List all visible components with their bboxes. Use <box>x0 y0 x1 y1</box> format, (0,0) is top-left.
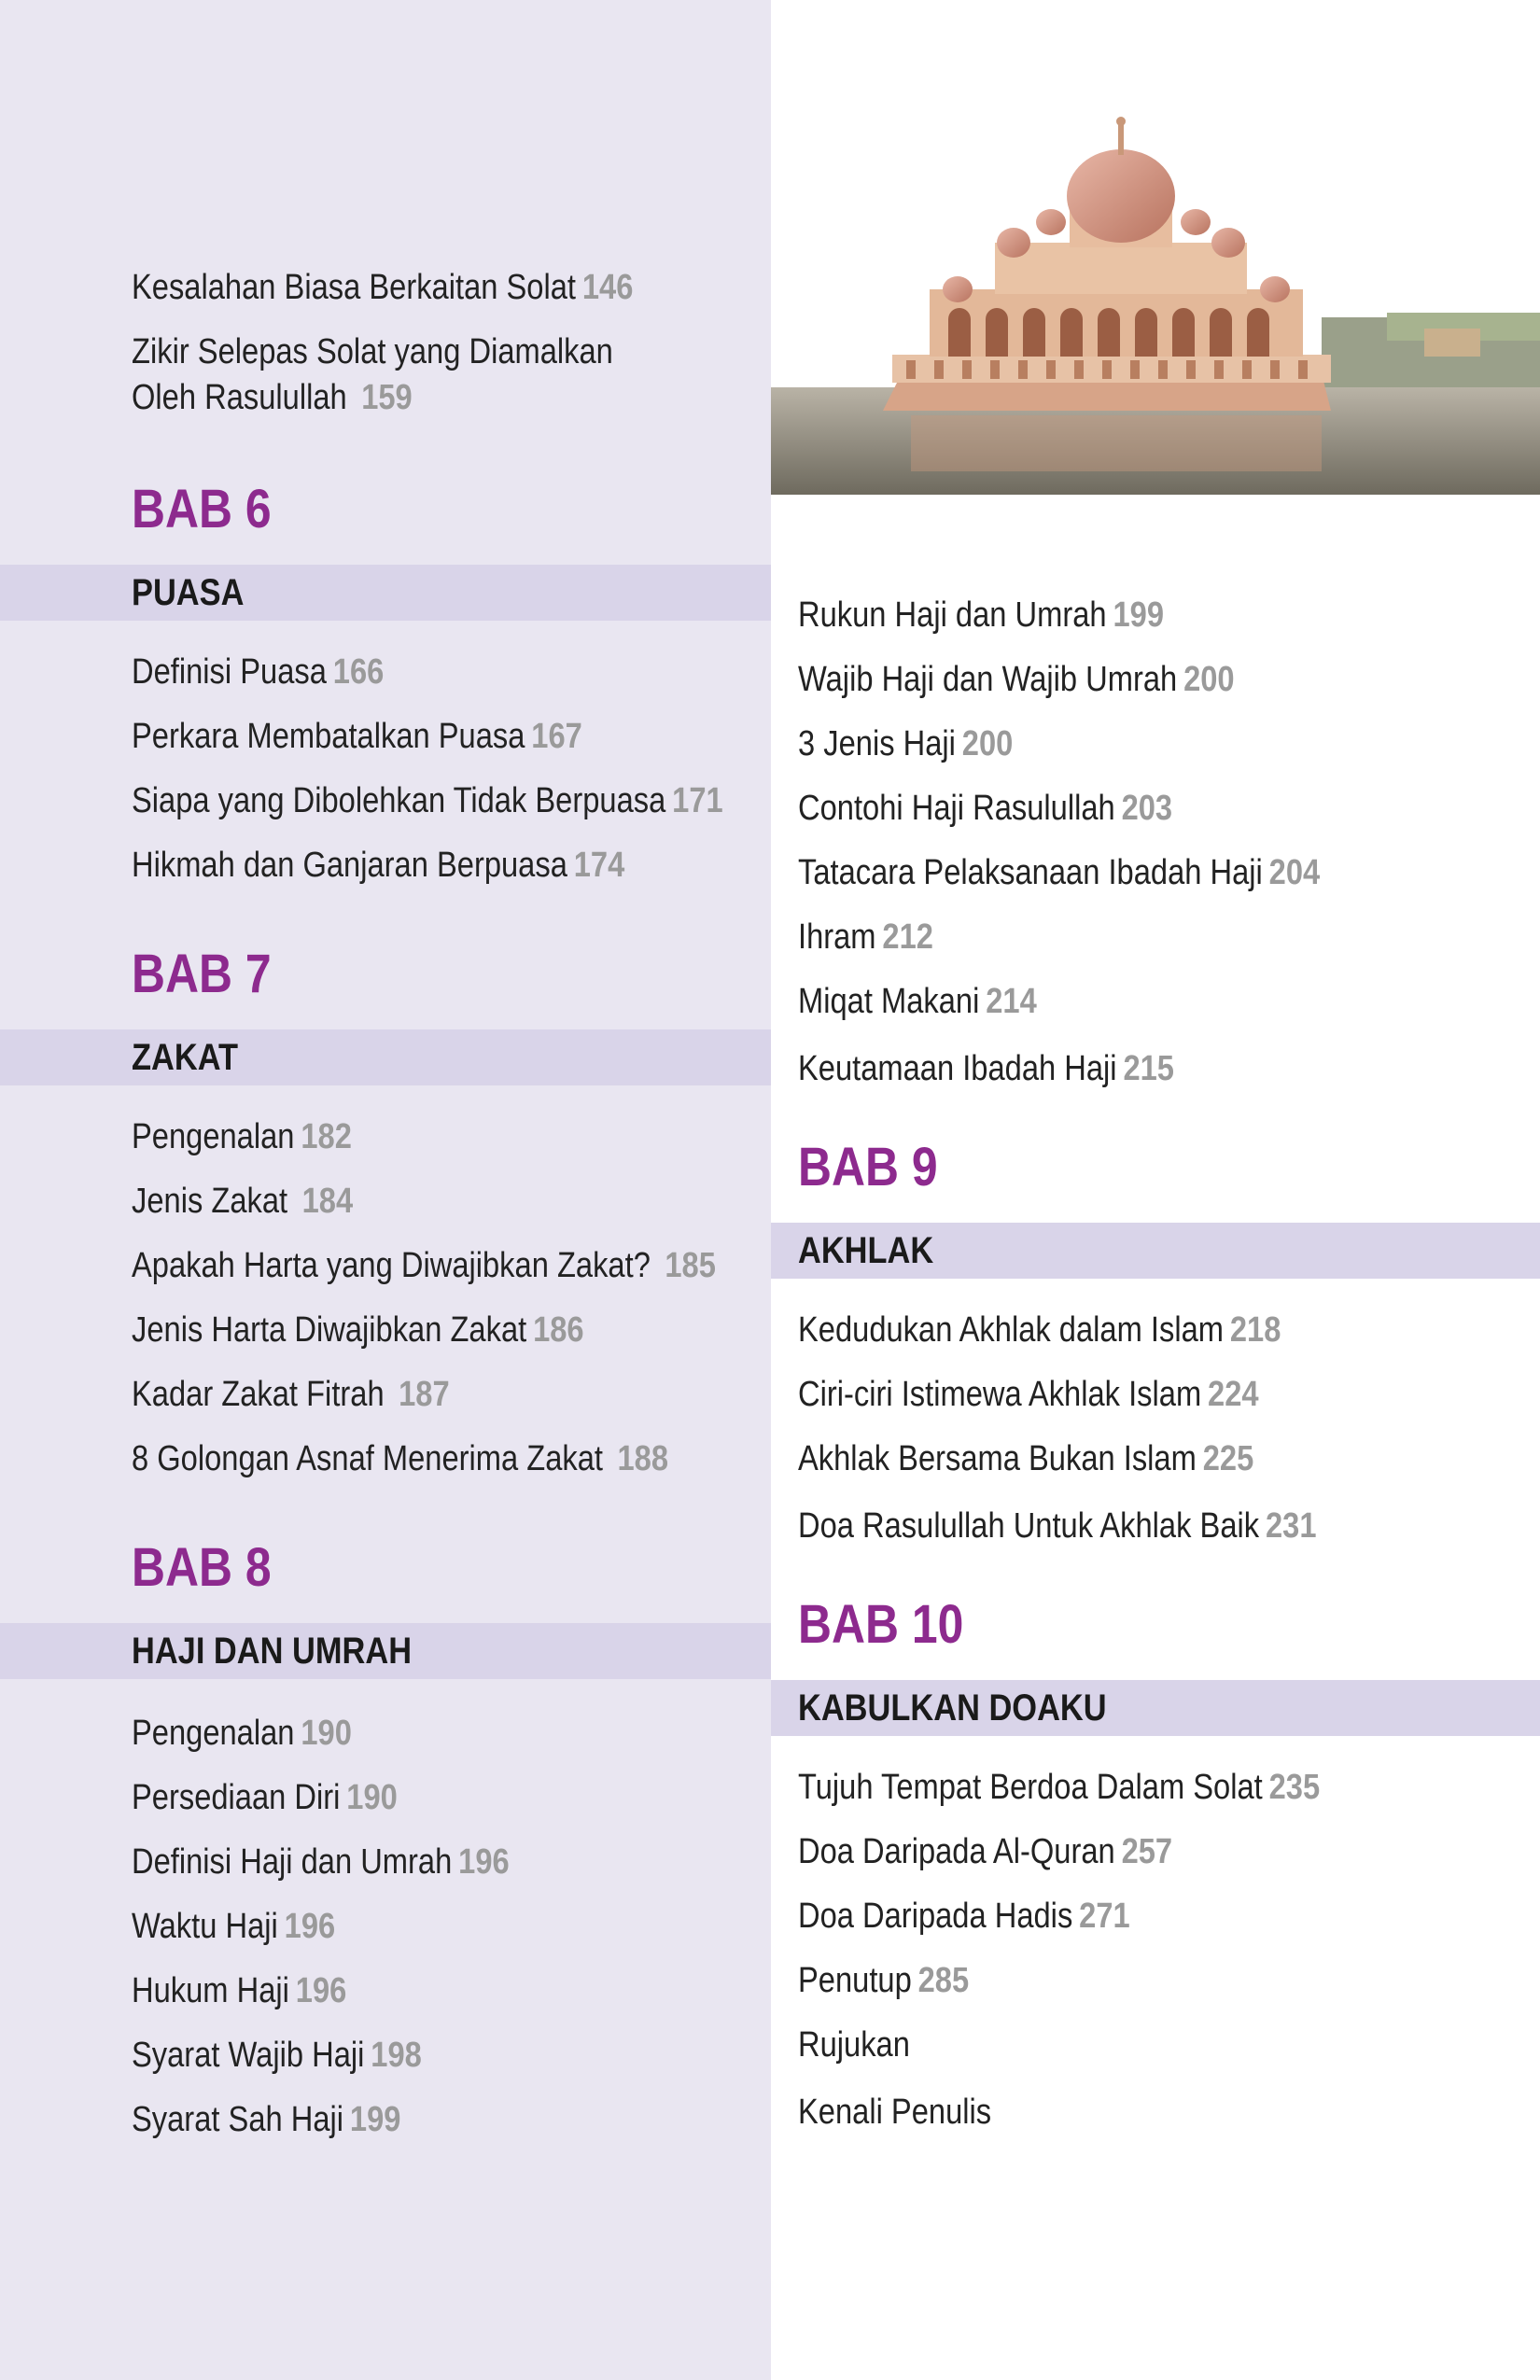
toc-entry[interactable] <box>132 1435 668 1482</box>
entry-page: 146 <box>581 268 634 307</box>
entry-page: 185 <box>665 1246 716 1285</box>
entry-page: 218 <box>1229 1310 1281 1350</box>
entry-title: Pengenalan <box>132 1117 295 1156</box>
toc-entry[interactable] <box>132 329 613 375</box>
entry-page: 200 <box>1183 660 1235 699</box>
entry-title: Definisi Puasa <box>132 652 327 692</box>
toc-entry[interactable] <box>798 2089 991 2135</box>
chapter-heading: AKHLAK <box>798 1230 934 1271</box>
toc-entry[interactable] <box>132 1178 353 1225</box>
entry-title: Definisi Haji dan Umrah <box>132 1842 453 1882</box>
entry-page: 196 <box>295 1971 347 2010</box>
toc-entry[interactable] <box>132 2096 400 2143</box>
entry-title: Perkara Membatalkan Puasa <box>132 717 525 756</box>
chapter-heading: HAJI DAN UMRAH <box>132 1631 413 1672</box>
entry-page: 182 <box>301 1117 352 1156</box>
entry-title: Penutup <box>798 1961 912 2000</box>
toc-entry[interactable] <box>132 842 624 889</box>
toc-entry[interactable] <box>798 1893 1130 1939</box>
entry-page: 212 <box>882 917 933 957</box>
entry-page: 203 <box>1121 789 1173 828</box>
entry-title: Miqat Makani <box>798 982 980 1021</box>
entry-title: Kedudukan Akhlak dalam Islam <box>798 1310 1224 1350</box>
chapter-label: BAB 8 <box>132 1537 272 1598</box>
toc-entry[interactable] <box>132 1903 335 1950</box>
entry-title: Jenis Zakat <box>132 1182 288 1221</box>
entry-title: 8 Golongan Asnaf Menerima Zakat <box>132 1439 604 1478</box>
entry-title: Kadar Zakat Fitrah <box>132 1375 385 1414</box>
entry-page: 225 <box>1202 1439 1254 1478</box>
entry-title: Syarat Wajib Haji <box>132 2036 365 2075</box>
entry-title: Oleh Rasulullah <box>132 378 347 417</box>
toc-entry[interactable] <box>798 592 1164 638</box>
entry-title: Jenis Harta Diwajibkan Zakat <box>132 1310 527 1350</box>
entry-page: 184 <box>301 1182 354 1221</box>
entry-title: Zikir Selepas Solat yang Diamalkan <box>132 332 613 371</box>
chapter-heading-band <box>0 565 771 621</box>
toc-entry[interactable] <box>798 978 1037 1025</box>
entry-title: Rukun Haji dan Umrah <box>798 595 1107 635</box>
entry-page: 204 <box>1268 853 1321 892</box>
toc-entry[interactable] <box>798 2022 910 2068</box>
chapter-label: BAB 6 <box>132 479 272 539</box>
entry-title: Waktu Haji <box>132 1907 278 1946</box>
toc-entry[interactable] <box>132 1307 584 1353</box>
toc-entry[interactable] <box>798 1957 969 2004</box>
toc-entry[interactable] <box>132 1774 398 1821</box>
chapter-heading: PUASA <box>132 572 245 613</box>
entry-title: Hukum Haji <box>132 1971 289 2010</box>
entry-title: Apakah Harta yang Diwajibkan Zakat? <box>132 1246 651 1285</box>
entry-page: 190 <box>346 1778 398 1817</box>
toc-entry[interactable] <box>132 1371 450 1418</box>
entry-page: 200 <box>961 724 1014 763</box>
toc-entry[interactable] <box>132 1839 510 1885</box>
toc-entry[interactable] <box>132 264 633 311</box>
entry-page: 174 <box>573 846 625 885</box>
toc-entry[interactable] <box>798 1045 1174 1092</box>
entry-page: 198 <box>371 2036 422 2075</box>
entry-title: Rujukan <box>798 2025 910 2065</box>
entry-page: 257 <box>1121 1832 1173 1871</box>
entry-page: 167 <box>531 717 582 756</box>
entry-page: 196 <box>284 1907 336 1946</box>
entry-title: Siapa yang Dibolehkan Tidak Berpuasa <box>132 781 666 820</box>
entry-title: Contohi Haji Rasulullah <box>798 789 1115 828</box>
entry-title: Kenali Penulis <box>798 2093 992 2132</box>
entry-title: Kesalahan Biasa Berkaitan Solat <box>132 268 576 307</box>
entry-page: 235 <box>1268 1768 1321 1807</box>
toc-entry[interactable] <box>798 1503 1317 1549</box>
entry-title: Doa Daripada Hadis <box>798 1897 1073 1936</box>
toc-entry[interactable] <box>798 721 1013 767</box>
entry-title: Wajib Haji dan Wajib Umrah <box>798 660 1178 699</box>
entry-title: Ihram <box>798 917 876 957</box>
toc-entry[interactable] <box>132 2032 422 2079</box>
entry-page: 285 <box>917 1961 970 2000</box>
toc-entry[interactable] <box>132 649 384 695</box>
toc-entry[interactable] <box>132 1113 352 1160</box>
toc-entry[interactable] <box>798 1371 1259 1418</box>
entry-page: 166 <box>332 652 385 692</box>
toc-entry[interactable] <box>798 656 1235 703</box>
entry-page: 196 <box>458 1842 510 1882</box>
toc-entry[interactable] <box>798 914 933 960</box>
entry-title: Tujuh Tempat Berdoa Dalam Solat <box>798 1768 1263 1807</box>
toc-entry[interactable] <box>132 1242 716 1289</box>
toc-entry-continuation[interactable] <box>132 374 413 421</box>
entry-page: 159 <box>361 378 413 417</box>
chapter-label: BAB 7 <box>132 944 272 1004</box>
entry-page: 271 <box>1079 1897 1130 1936</box>
entry-page: 188 <box>617 1439 669 1478</box>
toc-entry[interactable] <box>798 1828 1172 1875</box>
mosque-photo <box>771 103 1540 495</box>
entry-page: 231 <box>1265 1506 1317 1546</box>
toc-entry[interactable] <box>132 1967 346 2014</box>
toc-entry[interactable] <box>132 1710 352 1757</box>
entry-page: 214 <box>986 982 1037 1021</box>
toc-entry[interactable] <box>798 1307 1281 1353</box>
entry-title: Hikmah dan Ganjaran Berpuasa <box>132 846 567 885</box>
entry-title: Doa Rasulullah Untuk Akhlak Baik <box>798 1506 1260 1546</box>
entry-title: Persediaan Diri <box>132 1778 341 1817</box>
entry-page: 199 <box>1113 595 1164 635</box>
entry-title: Akhlak Bersama Bukan Islam <box>798 1439 1197 1478</box>
toc-entry[interactable] <box>798 1435 1253 1482</box>
chapter-heading: ZAKAT <box>132 1037 239 1078</box>
entry-title: Syarat Sah Haji <box>132 2100 344 2139</box>
entry-title: Ciri-ciri Istimewa Akhlak Islam <box>798 1375 1202 1414</box>
toc-entry[interactable] <box>132 777 723 824</box>
entry-page: 199 <box>349 2100 401 2139</box>
chapter-heading: KABULKAN DOAKU <box>798 1687 1107 1729</box>
chapter-label: BAB 9 <box>798 1137 938 1197</box>
entry-title: Pengenalan <box>132 1714 295 1753</box>
entry-page: 190 <box>301 1714 352 1753</box>
chapter-heading-band <box>0 1029 771 1085</box>
entry-title: Tatacara Pelaksanaan Ibadah Haji <box>798 853 1263 892</box>
toc-entry[interactable] <box>798 785 1172 832</box>
entry-page: 224 <box>1208 1375 1259 1414</box>
toc-entry[interactable] <box>132 713 582 760</box>
entry-title: Doa Daripada Al-Quran <box>798 1832 1115 1871</box>
toc-entry[interactable] <box>798 1764 1320 1811</box>
entry-page: 215 <box>1123 1049 1174 1088</box>
entry-title: Keutamaan Ibadah Haji <box>798 1049 1117 1088</box>
entry-title: 3 Jenis Haji <box>798 724 956 763</box>
entry-page: 186 <box>533 1310 584 1350</box>
chapter-label: BAB 10 <box>798 1594 964 1655</box>
entry-page: 187 <box>399 1375 450 1414</box>
toc-entry[interactable] <box>798 849 1320 896</box>
entry-page: 171 <box>672 781 723 820</box>
